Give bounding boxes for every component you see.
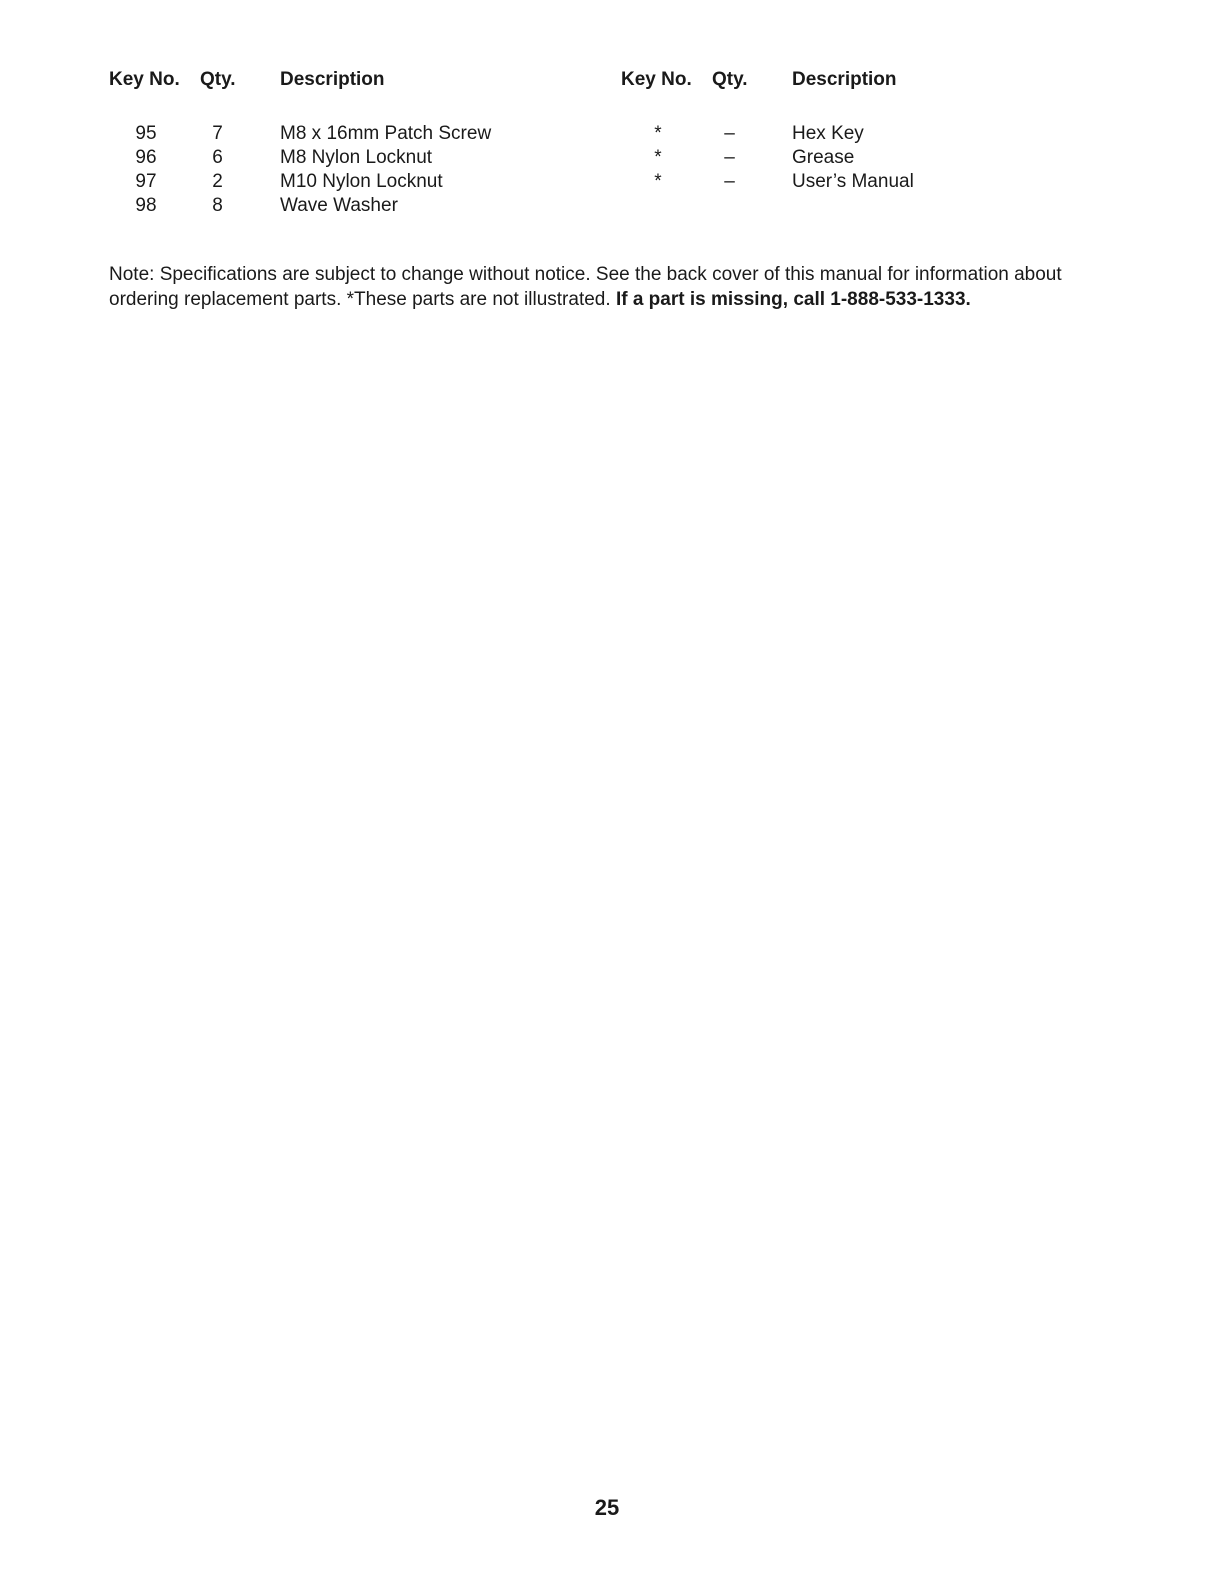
parts-table-left (109, 66, 609, 226)
quantity: – (724, 147, 735, 168)
page-number: 25 (594, 1495, 620, 1520)
quantity: 8 (212, 195, 223, 216)
quantity: – (724, 123, 735, 144)
key-number: 98 (135, 195, 157, 216)
table-row (621, 146, 1121, 170)
table-row (109, 194, 609, 218)
table-row (621, 170, 1121, 194)
parts-list-right (621, 122, 1121, 194)
key-number: * (654, 123, 662, 144)
part-description: Wave Washer (280, 195, 398, 216)
parts-list-left (109, 122, 609, 218)
header-description: Description (280, 69, 385, 90)
header-description: Description (792, 69, 897, 90)
missing-part-phone-notice: If a part is missing, call 1-888-533-1333. (615, 289, 971, 310)
part-description: Grease (792, 147, 855, 168)
quantity: 7 (212, 123, 223, 144)
header-qty: Qty. (712, 69, 748, 90)
parts-table-right (621, 66, 1121, 226)
part-description: M8 Nylon Locknut (280, 147, 433, 168)
table-row (109, 170, 609, 194)
key-number: 95 (135, 123, 157, 144)
quantity: 2 (212, 171, 223, 192)
header-qty: Qty. (200, 69, 236, 90)
header-key-no: Key No. (109, 69, 180, 90)
part-description: User’s Manual (792, 171, 914, 192)
key-number: 96 (135, 147, 157, 168)
part-description: M8 x 16mm Patch Screw (280, 123, 492, 144)
table-row (109, 122, 609, 146)
key-number: 97 (135, 171, 157, 192)
note-text: Note: Specifications are subject to change without notice. See the back cover of this manual for information about ordering replacement parts. *These parts are not illustrated. (109, 264, 1062, 310)
key-number: * (654, 147, 662, 168)
quantity: – (724, 171, 735, 192)
table-row (109, 146, 609, 170)
note-paragraph (109, 262, 1109, 312)
table-row (621, 122, 1121, 146)
header-key-no: Key No. (621, 69, 692, 90)
key-number: * (654, 171, 662, 192)
part-description: Hex Key (792, 123, 864, 144)
part-description: M10 Nylon Locknut (280, 171, 443, 192)
quantity: 6 (212, 147, 223, 168)
